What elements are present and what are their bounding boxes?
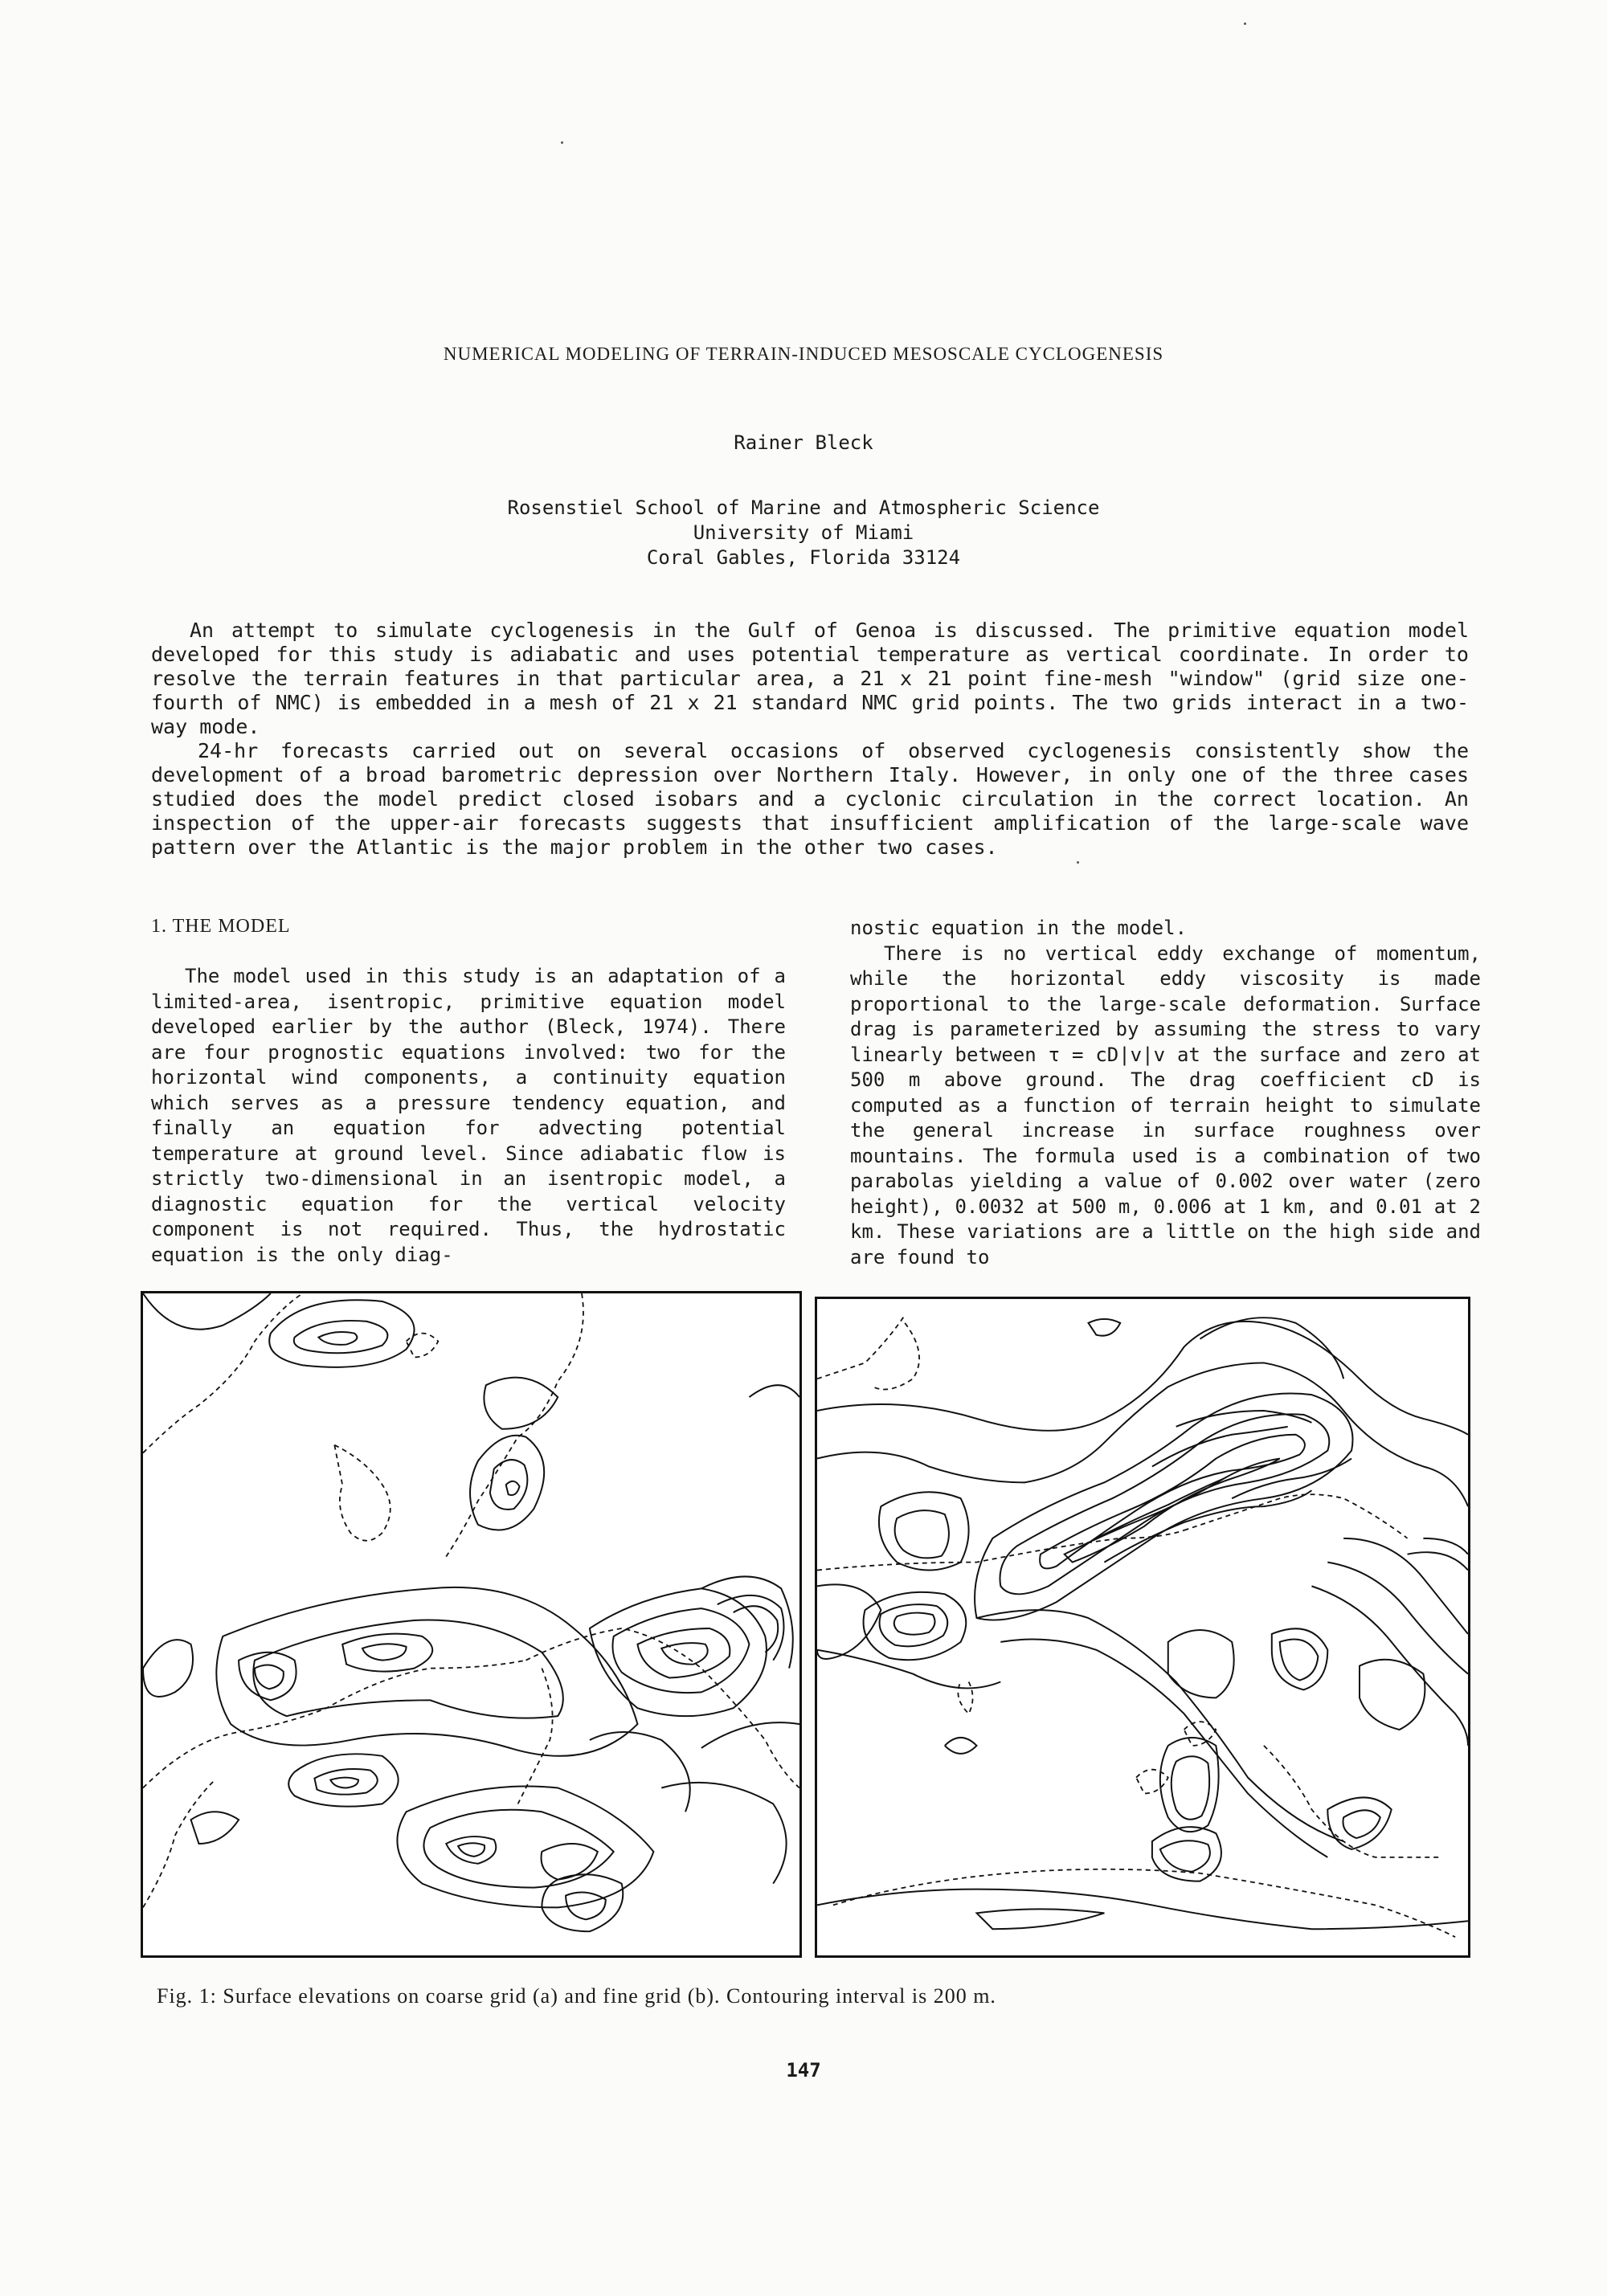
abstract-paragraph: 24-hr forecasts carried out on several occasions of observed cyclogenesis consistently show the development of a broad barometric depression over Northern Italy. However, in only one of the three cases studied does the model predict closed isobars and a cyclonic circulation in the correct location. An inspection of the upper-air forecasts suggests that insufficient amplification of the large-scale wave pattern over the Atlantic is the major problem in the other two cases. <box>151 739 1469 859</box>
paper-title: NUMERICAL MODELING OF TERRAIN-INDUCED MESOSCALE CYCLOGENESIS <box>443 344 1164 364</box>
body-paragraph: nostic equation in the model. <box>850 917 1188 939</box>
section-heading: 1. THE MODEL <box>151 916 291 937</box>
figure-fine-grid-map <box>815 1297 1470 1958</box>
coastline-dashed <box>143 1293 799 1907</box>
scan-speck <box>1077 861 1079 864</box>
scan-speck <box>1244 22 1246 25</box>
affiliation <box>0 496 1607 570</box>
elevation-contours <box>143 1293 799 1931</box>
right-column <box>850 916 1481 1270</box>
affiliation-line: University of Miami <box>693 521 914 544</box>
affiliation-line: Coral Gables, Florida 33124 <box>646 546 961 569</box>
body-paragraph: There is no vertical eddy exchange of momentum, while the horizontal eddy viscosity is made proportional to the large-scale deformation. Surface drag is parameterized by assuming the stress to vary linearly between τ = cD|v|v at the surface and zero at 500 m above ground. The drag coefficient cD is computed as a function of terrain height to simulate the general increase in surface roughness over mountains. The formula used is a combination of two parabolas yielding a value of 0.002 over water (zero height), 0.0032 at 500 m, 0.006 at 1 km, and 0.01 at 2 km. These variations are a little on the high side and are found to <box>850 942 1481 1269</box>
author-name: Rainer Bleck <box>734 431 873 454</box>
figure-coarse-grid-map <box>141 1291 802 1958</box>
left-column <box>151 964 786 1268</box>
scan-speck <box>561 141 563 144</box>
abstract <box>151 619 1469 860</box>
elevation-contours <box>817 1318 1468 1929</box>
page-number: 147 <box>786 2059 821 2082</box>
figure-caption: Fig. 1: Surface elevations on coarse grid (a) and fine grid (b). Contouring interval is 200 m. <box>157 1984 996 2008</box>
body-paragraph: The model used in this study is an adaptation of a limited-area, isentropic, primitive equation model developed earlier by the author (Bleck, 1974). There are four prognostic equations involved: two for the horizontal wind components, a continuity equation which serves as a pressure tendency equation, and finally an equation for advecting potential temperature at ground level. Since adiabatic flow is strictly two-dimensional in an isentropic model, a diagnostic equation for the vertical velocity component is not required. Thus, the hydrostatic equation is the only diag- <box>151 965 786 1266</box>
coastline-dashed <box>817 1315 1455 1937</box>
abstract-paragraph: An attempt to simulate cyclogenesis in the Gulf of Genoa is discussed. The primitive equation model developed for this study is adiabatic and uses potential temperature as vertical coordinate. In order to resolve the terrain features in that particular area, a 21 x 21 point fine-mesh "window" (grid size one-fourth of NMC) is embedded in a mesh of 21 x 21 standard NMC grid points. The two grids interact in a two-way mode. <box>151 619 1469 738</box>
affiliation-line: Rosenstiel School of Marine and Atmospheric Science <box>507 496 1100 519</box>
